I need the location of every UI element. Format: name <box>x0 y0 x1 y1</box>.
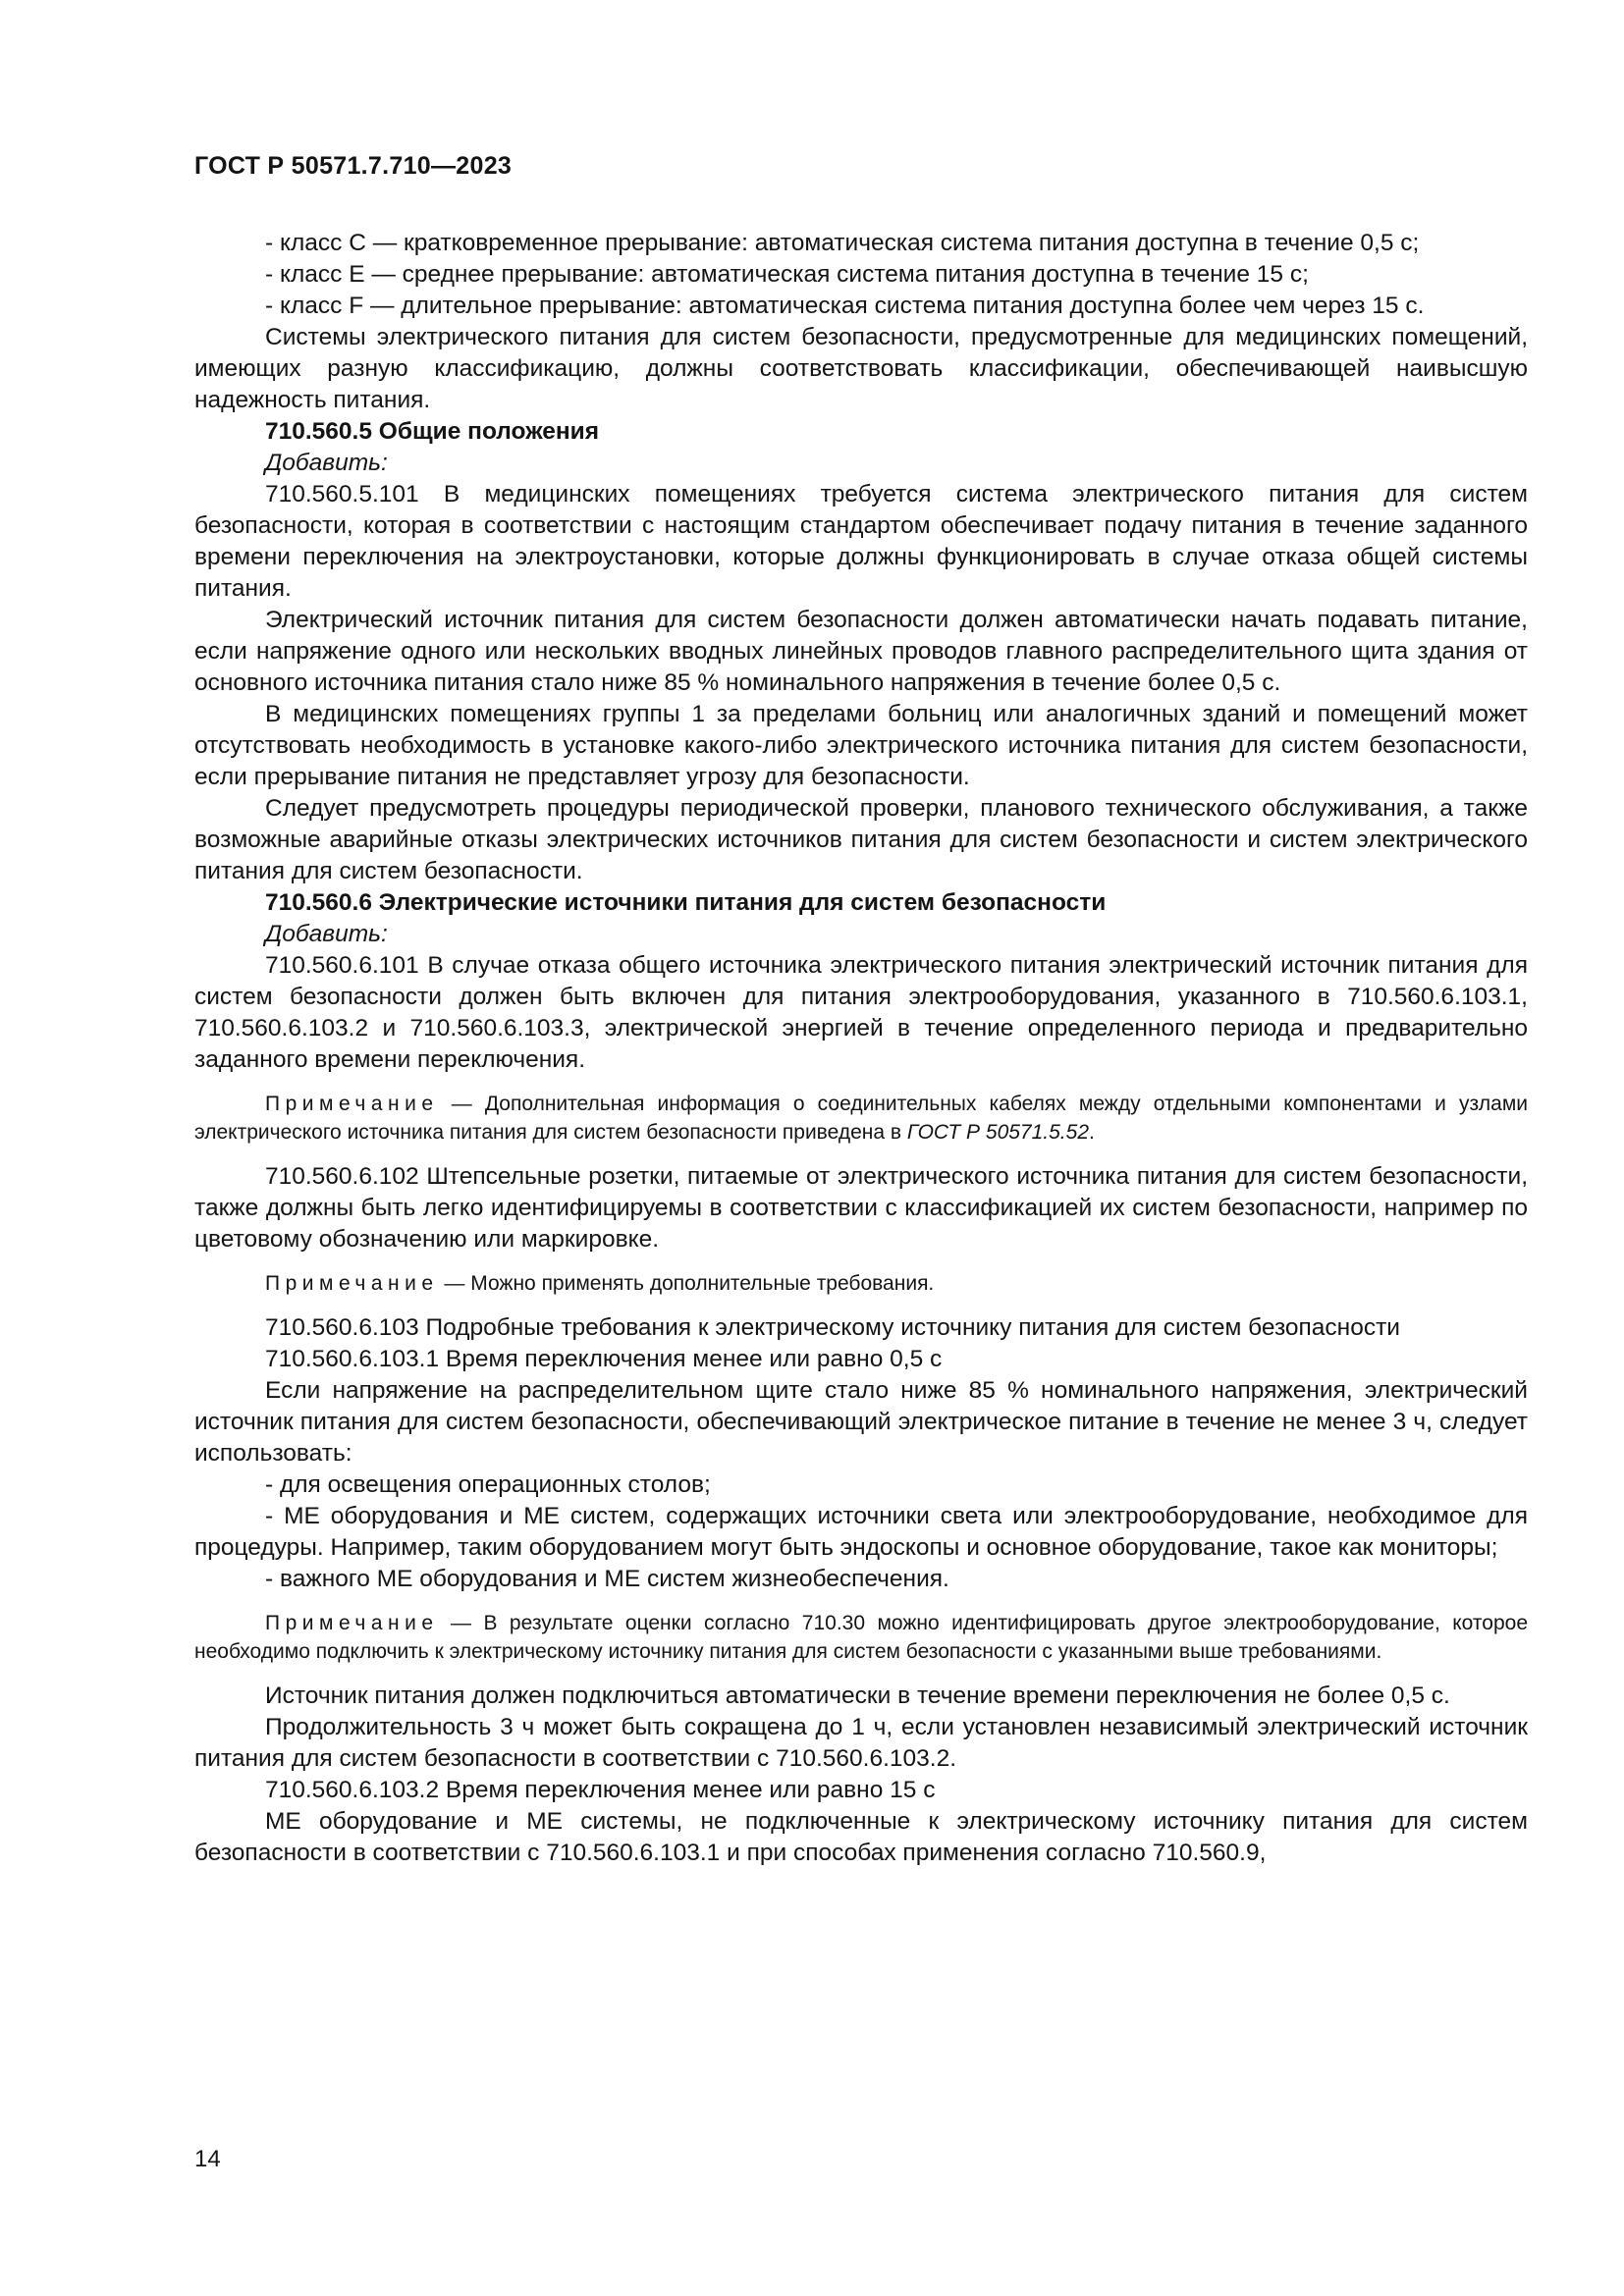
paragraph-710-560-6-102: 710.560.6.102 Штепсельные розетки, питаемые от электрического источника питания для систем безопасности, также должны быть легко идентифицируемы в соответствии с классификацией их систем безопасности, например по цветовому обозначению или маркировке. <box>194 1163 1528 1253</box>
note-1 <box>194 1090 1528 1147</box>
paragraph-procedures: Следует предусмотреть процедуры периодической проверки, планового технического обслуживания, а также возможные аварийные отказы электрических источников питания для систем безопасности и систем электрического питания для систем безопасности. <box>194 795 1528 884</box>
note-text: — Можно применять дополнительные требования. <box>438 1272 935 1295</box>
note-label: Примечание <box>265 1093 439 1115</box>
paragraph-duration: Продолжительность 3 ч может быть сокращена до 1 ч, если установлен независимый электрический источник питания для систем безопасности в соответствии с 710.560.6.103.2. <box>194 1714 1528 1772</box>
list-item: - важного МЕ оборудования и МЕ систем жизнеобеспечения. <box>265 1566 949 1592</box>
list-item-class-e: - класс Е — среднее прерывание: автоматическая система питания доступна в течение 15 с; <box>265 261 1309 288</box>
add-label: Добавить: <box>265 921 388 947</box>
note-label: Примечание <box>265 1272 439 1295</box>
paragraph-auto: Источник питания должен подключиться автоматически в течение времени переключения не более 0,5 с. <box>265 1682 1450 1709</box>
note-reference: ГОСТ Р 50571.5.52 <box>906 1121 1089 1144</box>
paragraph-systems: Системы электрического питания для систем безопасности, предусмотренные для медицинских помещений, имеющих разную классификацию, должны соответствовать классификации, обеспечивающей наивысшую надежность питания. <box>194 324 1528 413</box>
list-item-class-f: - класс F — длительное прерывание: автоматическая система питания доступна более чем через 15 с. <box>265 293 1425 319</box>
section-heading-710-560-6: 710.560.6 Электрические источники питания для систем безопасности <box>265 889 1107 916</box>
note-3 <box>194 1609 1528 1666</box>
note-end: . <box>1089 1121 1095 1144</box>
paragraph-710-560-6-103-1: 710.560.6.103.1 Время переключения менее или равно 0,5 с <box>265 1346 943 1372</box>
paragraph-group1: В медицинских помещениях группы 1 за пределами больниц или аналогичных зданий и помещений может отсутствовать необходимость в установке какого-либо электрического источника питания для систем безопасности, если прерывание питания не представляет угрозу для безопасности. <box>194 701 1528 790</box>
list-item: - МЕ оборудования и МЕ систем, содержащих источники света или электрооборудование, необходимое для процедуры. Например, таким оборудованием могут быть эндоскопы и основное оборудование, такое как мониторы; <box>194 1503 1528 1561</box>
list-item-class-c: - класс С — кратковременное прерывание: автоматическая система питания доступна в течение 0,5 с; <box>265 230 1420 256</box>
paragraph-710-560-5-101: 710.560.5.101 В медицинских помещениях требуется система электрического питания для систем безопасности, которая в соответствии с настоящим стандартом обеспечивает подачу питания в течение заданного времени переключения на электроустановки, которые должны функционировать в случае отказа общей системы питания. <box>194 481 1528 602</box>
paragraph-me: МЕ оборудование и МЕ системы, не подключенные к электрическому источнику питания для систем безопасности в соответствии с 710.560.6.103.1 и при способах применения согласно 710.560.9, <box>194 1808 1528 1866</box>
section-heading-710-560-5: 710.560.5 Общие положения <box>265 418 600 445</box>
add-label: Добавить: <box>265 450 388 476</box>
note-text: — Дополнительная информация о соединительных кабелях между отдельными компонентами и узлами электрического источника питания для систем безопасности приведена в <box>194 1093 1528 1144</box>
note-label: Примечание <box>265 1612 439 1634</box>
document-header: ГОСТ Р 50571.7.710—2023 <box>194 152 513 180</box>
list-item: - для освещения операционных столов; <box>265 1471 711 1498</box>
paragraph-voltage: Если напряжение на распределительном щите стало ниже 85 % номинального напряжения, электрический источник питания для систем безопасности, обеспечивающий электрическое питание в течение не менее 3 ч, следует использовать: <box>194 1377 1528 1467</box>
paragraph-source: Электрический источник питания для систем безопасности должен автоматически начать подавать питание, если напряжение одного или нескольких вводных линейных проводов главного распределительного щита здания от основного источника питания стало ниже 85 % номинального напряжения в течение более 0,5 с. <box>194 607 1528 696</box>
paragraph-710-560-6-103: 710.560.6.103 Подробные требования к электрическому источнику питания для систем безопасности <box>265 1314 1400 1341</box>
document-body <box>194 228 1528 1869</box>
page-number: 14 <box>194 2146 221 2172</box>
paragraph-710-560-6-101: 710.560.6.101 В случае отказа общего источника электрического питания электрический источник питания для систем безопасности должен быть включен для питания электрооборудования, указанного в 710.560.6.103.1, 710.560.6.103.2 и 710.560.6.103.3, электрической энергией в течение определенного периода и предварительно заданного времени переключения. <box>194 952 1528 1073</box>
note-2 <box>194 1269 1528 1298</box>
note-text: — В результате оценки согласно 710.30 можно идентифицировать другое электрооборудование, которое необходимо подключить к электрическому источнику питания для систем безопасности с указанными выше требованиями. <box>194 1612 1528 1663</box>
paragraph-710-560-6-103-2: 710.560.6.103.2 Время переключения менее или равно 15 с <box>265 1777 936 1803</box>
